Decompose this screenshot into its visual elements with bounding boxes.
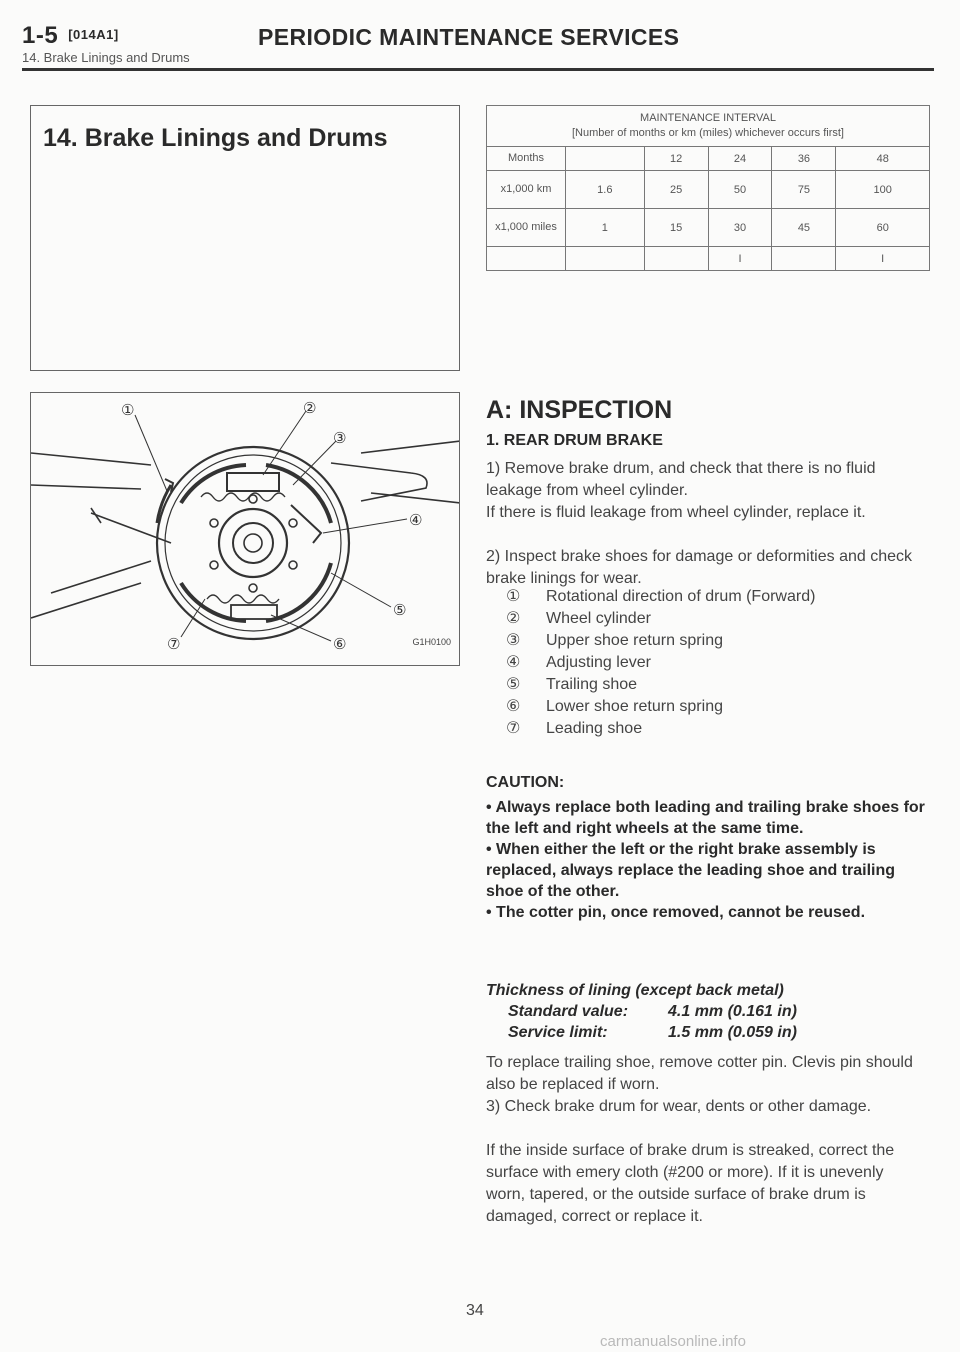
part-num: ① [506, 588, 521, 605]
callout-4: ④ [409, 511, 423, 529]
section-code: 1-5 [014A1] [22, 22, 119, 49]
header-divider [22, 68, 934, 71]
caution-item: • When either the left or the right brake assembly is replaced, always replace the leading shoe and trailing shoe of the other. [486, 841, 896, 900]
brake-drum-illustration [31, 393, 460, 666]
figure-code: G1H0100 [412, 637, 451, 647]
part-label: Leading shoe [546, 720, 643, 737]
part-num: ⑥ [506, 698, 521, 715]
spec-limit-row [508, 1022, 797, 1043]
table-cell: 15 [644, 209, 708, 247]
watermark: carmanualsonline.info [600, 1333, 746, 1350]
part-label: Lower shoe return spring [546, 698, 723, 715]
part-num: ⑦ [506, 720, 521, 737]
table-cell [644, 247, 708, 271]
step-1-note: If there is fluid leakage from wheel cylinder, replace it. [486, 504, 866, 521]
step-2-text: 2) Inspect brake shoes for damage or deformities and check brake linings for wear. [486, 548, 912, 587]
part-num: ⑤ [506, 676, 521, 693]
parts-list [506, 586, 815, 740]
row-label: x1,000 miles [487, 209, 566, 247]
interval-header-line2: [Number of months or km (miles) whichever occurs first] [571, 127, 844, 139]
table-cell: 12 [644, 147, 708, 171]
step-1-text: 1) Remove brake drum, and check that there is no fluid leakage from wheel cylinder. [486, 460, 876, 499]
table-cell: 50 [708, 171, 772, 209]
callout-3: ③ [333, 429, 347, 447]
part-num: ② [506, 610, 521, 627]
part-num: ③ [506, 632, 521, 649]
part-label: Upper shoe return spring [546, 632, 723, 649]
page-header-title: PERIODIC MAINTENANCE SERVICES [258, 24, 680, 50]
interval-header-line1: MAINTENANCE INTERVAL [640, 112, 776, 124]
part-label: Trailing shoe [546, 676, 638, 693]
callout-7: ⑦ [167, 635, 181, 653]
page-number: 34 [466, 1302, 484, 1319]
part-num: ④ [506, 654, 521, 671]
table-cell: 75 [772, 171, 836, 209]
callout-2: ② [303, 399, 317, 417]
row-label: Months [487, 147, 566, 171]
spec-standard-row [508, 1001, 797, 1022]
table-row [487, 209, 930, 247]
section-title-box [30, 105, 460, 371]
table-cell: 100 [836, 171, 930, 209]
spec-standard-label: Standard value: [508, 1003, 629, 1020]
row-label: x1,000 km [487, 171, 566, 209]
table-cell: 1 [566, 209, 645, 247]
table-cell: I [836, 247, 930, 271]
callout-1: ① [121, 401, 135, 419]
spec-title: Thickness of lining (except back metal) [486, 982, 784, 999]
caution-heading: CAUTION: [486, 774, 565, 791]
drum-surface-note: If the inside surface of brake drum is streaked, correct the surface with emery cloth (#200 or more). If it is unevenly worn, tapered, or the outside surface of brake drum is damaged, correct or replace it. [486, 1142, 895, 1225]
interval-table-header [487, 106, 930, 147]
section-title: 14. Brake Linings and Drums [43, 124, 388, 152]
rear-drum-brake-subheading: 1. REAR DRUM BRAKE [486, 432, 663, 449]
spec-limit-label: Service limit: [508, 1024, 608, 1041]
list-item [506, 608, 815, 630]
list-item [506, 586, 815, 608]
table-cell: 48 [836, 147, 930, 171]
breadcrumb: 14. Brake Linings and Drums [22, 50, 190, 65]
caution-item: • The cotter pin, once removed, cannot be reused. [486, 904, 866, 921]
part-label: Adjusting lever [546, 654, 651, 671]
list-item [506, 630, 815, 652]
table-cell: 45 [772, 209, 836, 247]
list-item [506, 718, 815, 740]
inspection-heading: A: INSPECTION [486, 396, 673, 424]
list-item [506, 696, 815, 718]
lining-spec [486, 980, 797, 1043]
table-row [487, 247, 930, 271]
part-label: Rotational direction of drum (Forward) [546, 588, 816, 605]
caution-block [486, 797, 926, 923]
spec-limit-value: 1.5 mm (0.059 in) [668, 1024, 797, 1041]
callout-5: ⑤ [393, 601, 407, 619]
step-3-text: 3) Check brake drum for wear, dents or other damage. [486, 1098, 872, 1115]
part-label: Wheel cylinder [546, 610, 651, 627]
table-cell: 36 [772, 147, 836, 171]
brake-figure [30, 392, 460, 666]
list-item [506, 652, 815, 674]
table-cell: 24 [708, 147, 772, 171]
table-cell: 25 [644, 171, 708, 209]
row-label [487, 247, 566, 271]
table-cell [566, 247, 645, 271]
callout-6: ⑥ [333, 635, 347, 653]
table-cell [566, 147, 645, 171]
table-row [487, 147, 930, 171]
maintenance-interval-table [486, 105, 930, 271]
table-cell: I [708, 247, 772, 271]
table-cell: 30 [708, 209, 772, 247]
table-cell: 1.6 [566, 171, 645, 209]
table-cell [772, 247, 836, 271]
trailing-shoe-note: To replace trailing shoe, remove cotter pin. Clevis pin should also be replaced if worn. [486, 1054, 913, 1093]
spec-standard-value: 4.1 mm (0.161 in) [668, 1003, 797, 1020]
table-row [487, 171, 930, 209]
table-cell: 60 [836, 209, 930, 247]
bracket-code: [014A1] [68, 27, 119, 42]
caution-item: • Always replace both leading and trailing brake shoes for the left and right wheels at the same time. [486, 799, 925, 837]
list-item [506, 674, 815, 696]
